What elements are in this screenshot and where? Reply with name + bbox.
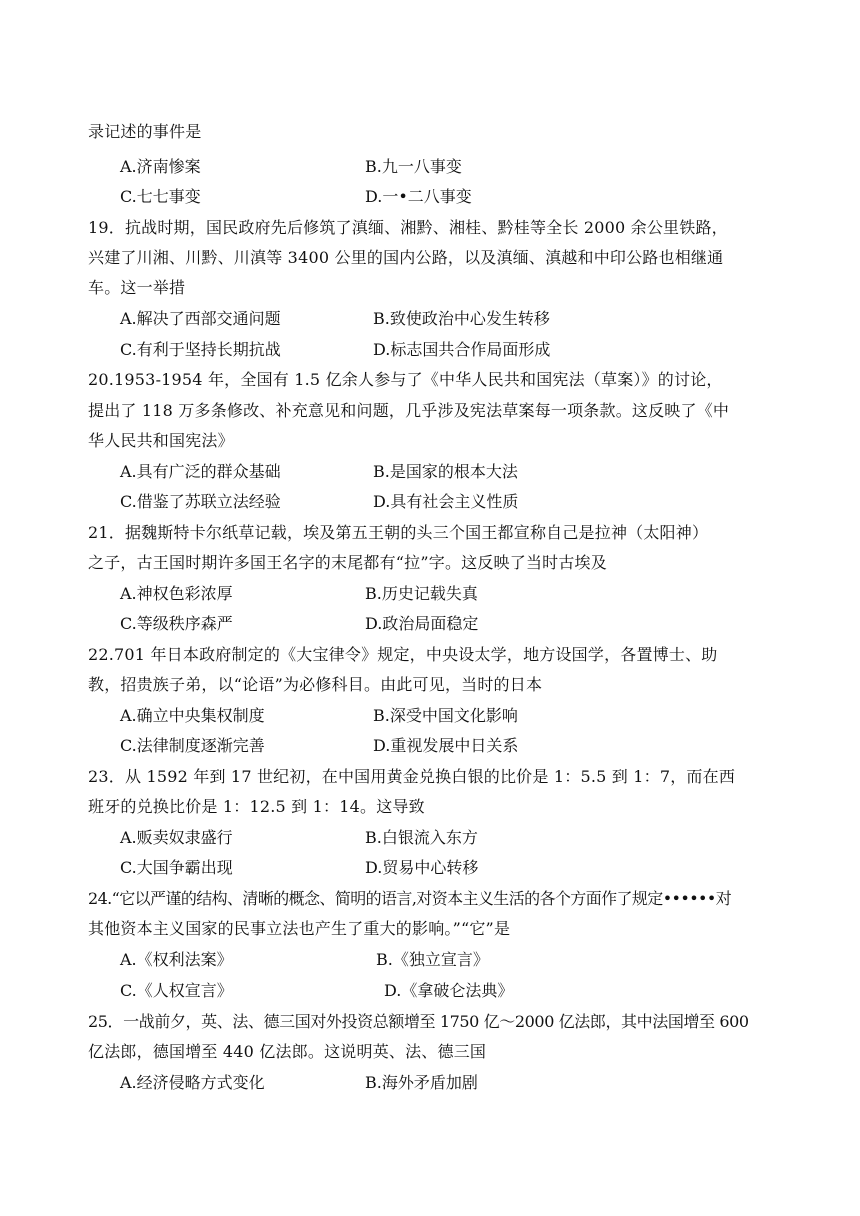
q25-stem-line-2: 亿法郎，德国增至 440 亿法郎。这说明英、法、德三国: [88, 1042, 487, 1061]
q22-option-a: A.确立中央集权制度: [120, 706, 265, 725]
q25-stem-line-1: 25．一战前夕，英、法、德三国对外投资总额增至 1750 亿～2000 亿法郎，其中法国增至 600: [88, 1012, 749, 1031]
q22-option-c: C.法律制度逐渐完善: [120, 736, 265, 755]
q18-option-d: D.一•二八事变: [365, 187, 472, 206]
q22-stem-line-1: 22.701 年日本政府制定的《大宝律令》规定，中央设太学，地方设国学，各置博士、助: [88, 645, 718, 664]
q23-option-b: B.白银流入东方: [365, 828, 478, 847]
q23-option-d: D.贸易中心转移: [365, 858, 479, 877]
q23-option-c: C.大国争霸出现: [120, 858, 233, 877]
q21-option-d: D.政治局面稳定: [365, 614, 479, 633]
q21-option-b: B.历史记载失真: [365, 584, 478, 603]
q19-stem-line-2: 兴建了川湘、川黔、川滇等 3400 公里的国内公路，以及滇缅、滇越和中印公路也相继通: [88, 248, 724, 267]
q20-stem-line-1: 20.1953-1954 年，全国有 1.5 亿余人参与了《中华人民共和国宪法（草案）》的讨论，: [88, 370, 723, 389]
q24-option-a: A.《权利法案》: [120, 950, 233, 969]
q21-option-c: C.等级秩序森严: [120, 614, 233, 633]
q24-option-c: C.《人权宣言》: [120, 981, 233, 1000]
q21-stem-line-1: 21．据魏斯特卡尔纸草记载，埃及第五王朝的头三个国王都宣称自己是拉神（太阳神）: [88, 523, 709, 542]
q24-option-d: D.《拿破仑法典》: [384, 981, 514, 1000]
q18-option-a: A.济南惨案: [120, 157, 201, 176]
q20-option-c: C.借鉴了苏联立法经验: [120, 492, 281, 511]
q21-stem-line-2: 之子，古王国时期许多国王名字的末尾都有“拉”字。这反映了当时古埃及: [88, 553, 607, 572]
q19-option-a: A.解决了西部交通问题: [120, 309, 281, 328]
q19-stem-line-3: 车。这一举措: [88, 278, 186, 297]
q20-option-a: A.具有广泛的群众基础: [120, 462, 281, 481]
q24-stem-line-2: 其他资本主义国家的民事立法也产生了重大的影响。”“它”是: [88, 919, 511, 938]
q24-stem-line-1: 24.“它以严谨的结构、清晰的概念、简明的语言,对资本主义生活的各个方面作了规定••••••对: [88, 889, 732, 908]
q18-option-c: C.七七事变: [120, 187, 201, 206]
q19-stem-line-1: 19．抗战时期，国民政府先后修筑了滇缅、湘黔、湘桂、黔桂等全长 2000 余公里铁路，: [88, 218, 728, 237]
q23-option-a: A.贩卖奴隶盛行: [120, 828, 233, 847]
q22-option-b: B.深受中国文化影响: [373, 706, 518, 725]
q22-option-d: D.重视发展中日关系: [373, 736, 519, 755]
q19-option-d: D.标志国共合作局面形成: [373, 340, 551, 359]
q20-stem-line-2: 提出了 118 万多条修改、补充意见和问题，几乎涉及宪法草案每一项条款。这反映了《中: [88, 401, 730, 420]
q23-stem-line-2: 班牙的兑换比价是 1：12.5 到 1：14。这导致: [88, 797, 425, 816]
q22-stem-line-2: 教，招贵族子弟，以“论语”为必修科目。由此可见，当时的日本: [88, 675, 543, 694]
q21-option-a: A.神权色彩浓厚: [120, 584, 233, 603]
q19-option-b: B.致使政治中心发生转移: [373, 309, 550, 328]
q19-option-c: C.有利于坚持长期抗战: [120, 340, 281, 359]
q20-option-d: D.具有社会主义性质: [373, 492, 519, 511]
q25-option-b: B.海外矛盾加剧: [365, 1073, 478, 1092]
q23-stem-line-1: 23．从 1592 年到 17 世纪初，在中国用黄金兑换白银的比价是 1：5.5 到 1：7，而在西: [88, 767, 736, 786]
q25-option-a: A.经济侵略方式变化: [120, 1073, 265, 1092]
q20-option-b: B.是国家的根本大法: [373, 462, 518, 481]
q20-stem-line-3: 华人民共和国宪法》: [88, 431, 234, 450]
q24-option-b: B.《独立宣言》: [376, 950, 489, 969]
q18-option-b: B.九一八事变: [365, 157, 462, 176]
question-continuation: 录记述的事件是: [88, 122, 202, 141]
